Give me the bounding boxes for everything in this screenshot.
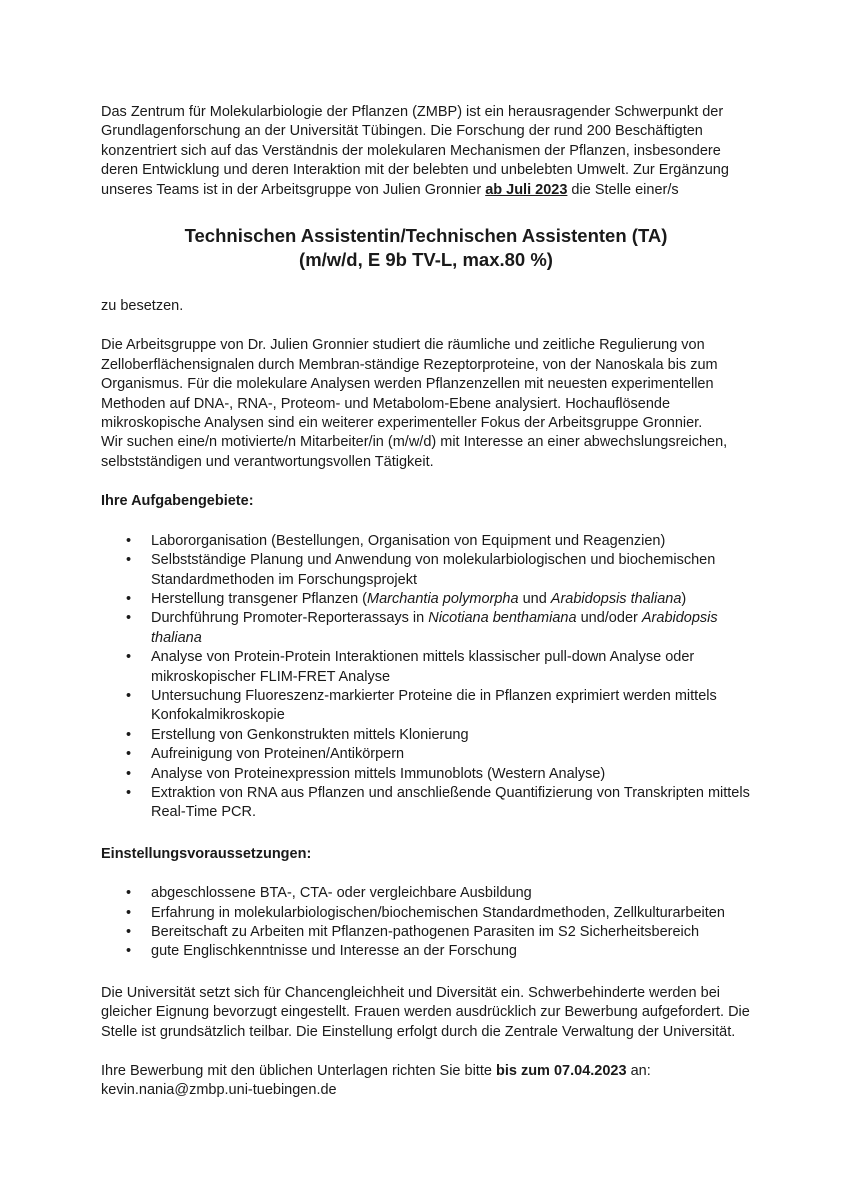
bullet-icon: • [126,784,132,801]
bullet-icon: • [126,552,132,569]
intro-text: Das Zentrum für Molekularbiologie der Pflanzen (ZMBP) ist ein herausragender Schwerpunkt der Grundlagenforschung an der Universität Tübingen. Die Forschung der rund 200 Beschäftigten konzentriert sich auf das Verständnis der molekularen Mechanismen der Pflanzen, insbesondere deren Entwicklung und deren Interaktion mit der belebten und unbelebten Umwelt. Zur Ergänzung unseres Teams ist in der Arbeitsgruppe von Julien Gronnier [101,104,729,198]
tasks-heading: Ihre Aufgabengebiete: [101,493,254,510]
list-item: • Selbstständige Planung und Anwendung von molekularbiologischen und biochemischen Standardmethoden im Forschungsprojekt [126,552,716,588]
job-posting-document [101,103,751,1101]
job-title-line-1: Technischen Assistentin/Technischen Assistenten (TA) [184,225,668,247]
bullet-icon: • [126,726,132,743]
job-title [101,224,751,272]
start-date: ab Juli 2023 [485,181,568,198]
application-instructions: Ihre Bewerbung mit den üblichen Unterlagen richten Sie bitte bis zum 07.04.2023 an: kevin.nania@zmbp.uni-tuebingen.de [101,1063,651,1099]
requirements-list [101,884,751,962]
bullet-icon: • [126,649,132,666]
tasks-list [101,532,751,823]
group-description-search: Wir suchen eine/n motivierte/n Mitarbeiter/in (m/w/d) mit Interesse an einer abwechslungsreichen, selbstständigen und verantwortungsvollen Tätigkeit. [101,434,728,470]
species-name: Arabidopsis thaliana [550,590,682,607]
application-deadline: bis zum 07.04.2023 [495,1063,627,1080]
bullet-icon: • [126,765,132,782]
bullet-icon: • [126,924,132,940]
bullet-icon: • [126,904,132,921]
intro-paragraph [101,103,751,200]
group-description-research: Die Arbeitsgruppe von Dr. Julien Gronnier studiert die räumliche und zeitliche Regulierung von Zelloberflächensignalen durch Membran-ständige Rezeptorproteine, von der Nanoskala bis zum Organismus. Für die molekulare Analysen werden Pflanzenzellen mit neuesten experimentellen Methoden auf DNA-, RNA-, Proteom- und Metabolom-Ebene analysiert. Hochauflösende mikroskopische Analysen sind ein weiterer experimenteller Fokus der Arbeitsgruppe Gronnier. [101,337,718,432]
bullet-icon: • [126,532,132,549]
list-item: • Analyse von Protein-Protein Interaktionen mittels klassischer pull-down Analyse oder mikroskopischer FLIM-FRET Analyse [126,649,695,685]
job-title-line-2: (m/w/d, E 9b TV-L, max.80 %) [299,249,553,271]
list-item: • Herstellung transgener Pflanzen (Marchantia polymorpha und Arabidopsis thaliana) [101,590,751,609]
equality-statement: Die Universität setzt sich für Chancengleichheit und Diversität ein. Schwerbehinderte werden bei gleicher Eignung bevorzugt eingestellt. Frauen werden ausdrücklich zur Bewerbung aufgefordert. Die Stelle ist grundsätzlich teilbar. Die Einstellung erfolgt durch die Zentrale Verwaltung der Universität. [101,984,750,1040]
list-item: • Bereitschaft zu Arbeiten mit Pflanzen-pathogenen Parasiten im S2 Sicherheitsbereich [101,923,751,942]
contact-email-link[interactable]: kevin.nania@zmbp.uni-tuebingen.de [101,1082,337,1099]
list-item: • abgeschlossene BTA-, CTA- oder vergleichbare Ausbildung [101,884,751,903]
bullet-icon: • [126,746,132,763]
zu-besetzen-text: zu besetzen. [101,298,184,315]
group-description [101,336,751,472]
species-name: Marchantia polymorpha [367,590,519,607]
list-item: • gute Englischkenntnisse und Interesse an der Forschung [101,942,751,961]
list-item: • Untersuchung Fluoreszenz-markierter Proteine die in Pflanzen exprimiert werden mittels Konfokalmikroskopie [126,687,717,724]
intro-after-text: die Stelle einer/s [567,181,679,198]
species-name: Nicotiana benthamiana [428,610,577,627]
requirements-heading: Einstellungsvoraussetzungen: [101,845,312,862]
list-item: • Aufreinigung von Proteinen/Antikörpern [101,745,751,764]
list-item: • Labororganisation (Bestellungen, Organisation von Equipment und Reagenzien) [101,532,751,551]
bullet-icon: • [126,687,132,704]
bullet-icon: • [126,610,132,627]
list-item: • Durchführung Promoter-Reporterassays in Nicotiana benthamiana und/oder Arabidopsis thaliana [126,610,718,646]
list-item: • Erstellung von Genkonstrukten mittels Klonierung [101,726,751,745]
bullet-icon: • [126,590,132,607]
bullet-icon: • [126,885,132,902]
list-item: • Erfahrung in molekularbiologischen/biochemischen Standardmethoden, Zellkulturarbeiten [101,904,751,923]
bullet-icon: • [126,943,132,960]
list-item: • Extraktion von RNA aus Pflanzen und anschließende Quantifizierung von Transkripten mittels Real-Time PCR. [126,784,750,821]
list-item: • Analyse von Proteinexpression mittels Immunoblots (Western Analyse) [101,765,751,784]
species-name: Arabidopsis thaliana [151,610,718,646]
